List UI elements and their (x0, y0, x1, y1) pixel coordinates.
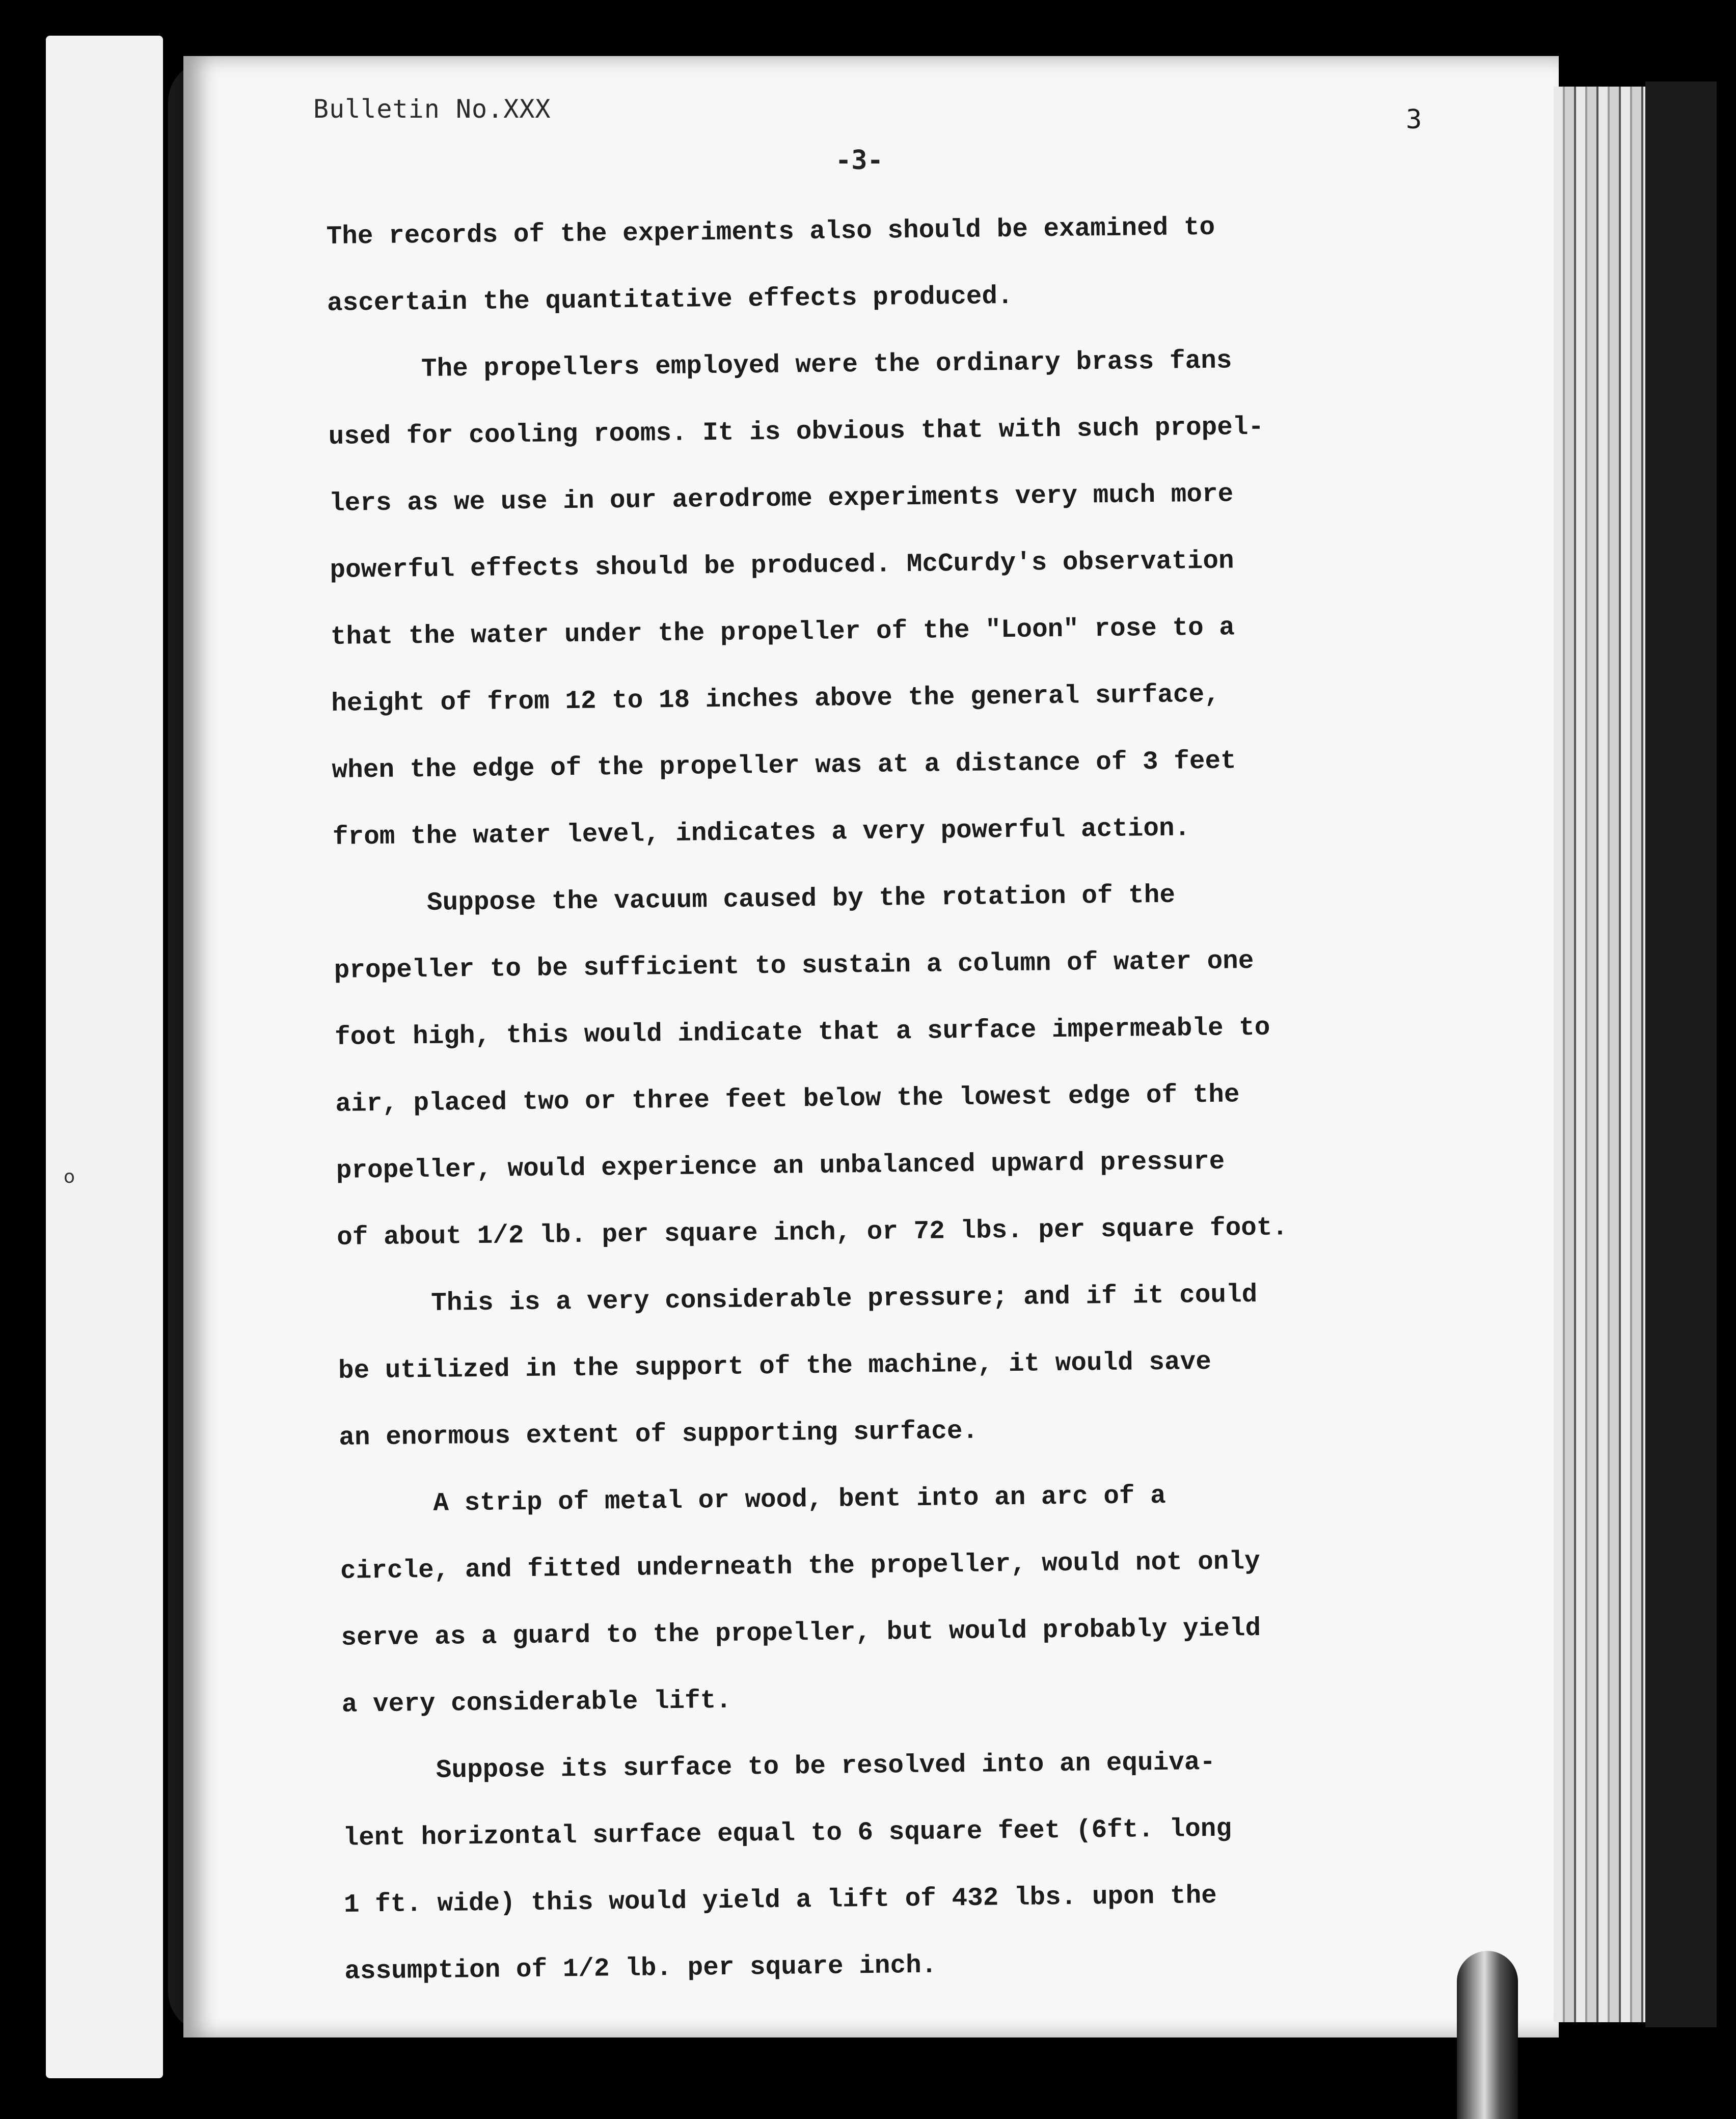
page-edges-shadow (1645, 82, 1717, 2027)
text-line: when the edge of the propeller was at a distance of 3 feet (332, 747, 1236, 785)
text-line: ascertain the quantitative effects produced. (327, 282, 1013, 318)
page-number: 3 (1406, 104, 1422, 135)
text-line: A strip of metal or wood, bent into an arc of a (339, 1481, 1167, 1519)
text-line: used for cooling rooms. It is obvious that with such propel- (328, 413, 1264, 452)
text-line: This is a very considerable pressure; and if it could (337, 1280, 1258, 1319)
text-line: of about 1/2 lb. per square inch, or 72 lbs. per square foot. (336, 1213, 1288, 1253)
text-line: propeller, would experience an unbalanced upward pressure (336, 1147, 1225, 1186)
text-line: 1 ft. wide) this would yield a lift of 432 lbs. upon the (343, 1881, 1217, 1920)
text-line: lent horizontal surface equal to 6 square feet (6ft. long (343, 1814, 1232, 1853)
text-line: propeller to be sufficient to sustain a column of water one (334, 947, 1254, 986)
text-line: lers as we use in our aerodrome experiments very much more (329, 480, 1234, 519)
text-line: serve as a guard to the propeller, but would probably yield (341, 1614, 1261, 1653)
text-line: from the water level, indicates a very powerful action. (332, 814, 1190, 852)
bulletin-header: Bulletin No.XXX (313, 94, 551, 124)
text-line: The records of the experiments also should be examined to (326, 213, 1215, 252)
text-line: a very considerable lift. (341, 1686, 732, 1720)
book-cover-edge (46, 36, 163, 2078)
text-line: circle, and fitted underneath the propeller, would not only (340, 1547, 1261, 1586)
text-line: assumption of 1/2 lb. per square inch. (344, 1951, 937, 1987)
text-line: Suppose the vacuum caused by the rotation of the (333, 881, 1176, 919)
text-line: Suppose its surface to be resolved into an equiva- (342, 1748, 1216, 1786)
text-line: The propellers employed were the ordinary brass fans (328, 346, 1232, 385)
body-text (326, 192, 1527, 2005)
text-line: that the water under the propeller of the "Loon" rose to a (330, 613, 1235, 652)
text-line: height of from 12 to 18 inches above the general surface, (331, 680, 1220, 719)
text-line: be utilized in the support of the machine, it would save (338, 1347, 1212, 1386)
text-line: air, placed two or three feet below the lowest edge of the (335, 1080, 1240, 1119)
text-line: powerful effects should be produced. McCurdy's observation (330, 547, 1234, 585)
text-line: an enormous extent of supporting surface. (339, 1417, 979, 1453)
text-line: foot high, this would indicate that a surface impermeable to (334, 1013, 1270, 1052)
centered-page-number: -3- (835, 145, 883, 176)
margin-mark: o (64, 1166, 75, 1187)
